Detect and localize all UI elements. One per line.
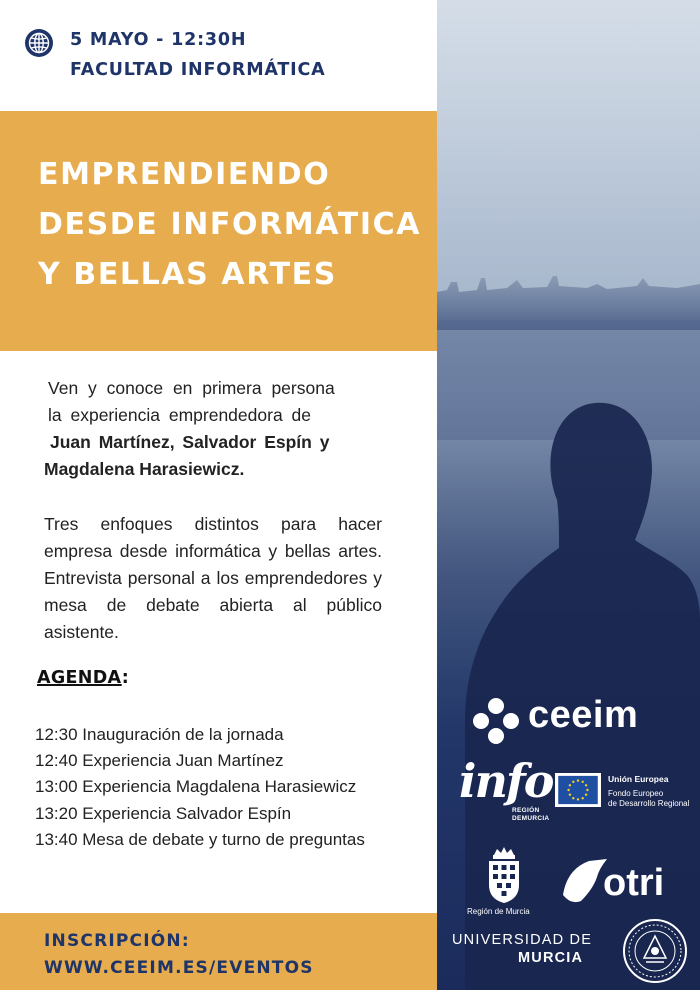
title-band bbox=[0, 111, 437, 351]
eu-flag-icon bbox=[555, 773, 601, 807]
eu-fund-line-1: Fondo Europeo bbox=[608, 789, 664, 798]
registration-band bbox=[0, 913, 437, 990]
agenda-item: 12:30 Inauguración de la jornada bbox=[35, 725, 284, 744]
agenda-item: 13:00 Experiencia Magdalena Harasiewicz bbox=[35, 777, 357, 797]
registration-label: INSCRIPCIÓN: bbox=[44, 931, 190, 951]
university-seal-icon bbox=[622, 918, 688, 984]
info-sub-2: DEMURCIA bbox=[512, 815, 550, 822]
agenda-heading-text: AGENDA bbox=[37, 668, 122, 688]
title-line-2: DESDE INFORMÁTICA bbox=[38, 207, 422, 242]
agenda-list bbox=[35, 722, 365, 853]
description-paragraph: Tres enfoques distintos para hacer empresa desde informática y bellas artes. Entrevista personal a los emprendedores y mesa de debate abierta al público asistente. bbox=[44, 514, 382, 642]
event-location: FACULTAD INFORMÁTICA bbox=[70, 60, 326, 80]
agenda-item: 13:40 Mesa de debate y turno de preguntas bbox=[35, 829, 365, 849]
otri-wordmark: otri bbox=[603, 862, 665, 904]
ceeim-logo bbox=[472, 695, 662, 743]
agenda-heading bbox=[37, 668, 129, 688]
photo-panel bbox=[437, 0, 700, 990]
info-logo bbox=[459, 754, 553, 826]
agenda-heading-colon: : bbox=[121, 668, 130, 688]
ceeim-dots-icon bbox=[472, 697, 520, 745]
intro-paragraph bbox=[44, 375, 384, 483]
agenda-item: 13:20 Experiencia Salvador Espín bbox=[35, 803, 292, 823]
university-line-2: MURCIA bbox=[518, 950, 584, 966]
eu-fund-line-2: de Desarrollo Regional bbox=[608, 799, 690, 808]
eu-title: Unión Europea bbox=[608, 774, 669, 784]
intro-line-3: Juan Martínez, Salvador Espín y bbox=[50, 432, 330, 452]
university-line-1: UNIVERSIDAD DE bbox=[452, 932, 593, 948]
otri-logo bbox=[559, 855, 689, 907]
region-label: Región de Murcia bbox=[467, 907, 530, 916]
globe-icon bbox=[24, 28, 54, 58]
intro-line-4: Magdalena Harasiewicz. bbox=[44, 459, 245, 479]
region-coat-of-arms-icon bbox=[479, 845, 529, 907]
info-wordmark: info bbox=[459, 754, 553, 808]
title-line-3: Y BELLAS ARTES bbox=[38, 257, 337, 292]
title-line-1: EMPRENDIENDO bbox=[38, 157, 331, 192]
ceeim-wordmark: ceeim bbox=[528, 694, 639, 736]
intro-line-2: la experiencia emprendedora de bbox=[48, 405, 311, 425]
registration-url[interactable]: WWW.CEEIM.ES/EVENTOS bbox=[44, 958, 314, 978]
agenda-item: 12:40 Experiencia Juan Martínez bbox=[35, 751, 284, 771]
event-date-time: 5 MAYO - 12:30H bbox=[70, 30, 247, 50]
intro-line-1: Ven y conoce en primera persona bbox=[48, 378, 335, 398]
info-sub-1: REGIÓN bbox=[512, 807, 540, 814]
silhouette-photo bbox=[437, 0, 700, 990]
